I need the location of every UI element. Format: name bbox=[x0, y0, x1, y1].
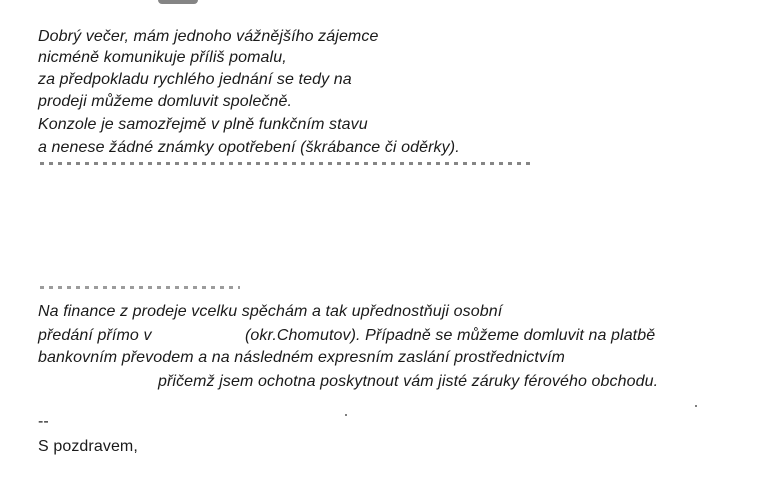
letter-line: a nenese žádné známky opotřebení (škrábance či oděrky). bbox=[38, 139, 460, 156]
letter-line: Konzole je samozřejmě v plně funkčním stavu bbox=[38, 116, 368, 133]
letter-line: za předpokladu rychlého jednání se tedy na bbox=[38, 71, 352, 88]
signature-separator: -- bbox=[38, 413, 49, 430]
letter-line: (okr.Chomutov). Případně se můžeme domluvit na platbě bbox=[245, 327, 656, 344]
cropped-text-fragment bbox=[40, 286, 240, 289]
cropped-text-fragment bbox=[158, 0, 198, 4]
cropped-text-fragment bbox=[40, 162, 530, 165]
blank-region bbox=[0, 166, 765, 284]
closing-line: S pozdravem, bbox=[38, 438, 138, 455]
scan-speck bbox=[695, 405, 697, 407]
letter-line: prodeji můžeme domluvit společně. bbox=[38, 93, 293, 110]
letter-line: Dobrý večer, mám jednoho vážnějšího zájemce bbox=[38, 28, 379, 45]
letter-line: bankovním převodem a na následném expresním zaslání prostřednictvím bbox=[38, 349, 565, 366]
letter-line: Na finance z prodeje vcelku spěchám a tak upřednostňuji osobní bbox=[38, 303, 503, 320]
letter-line: předání přímo v bbox=[38, 327, 152, 344]
letter-line: nicméně komunikuje příliš pomalu, bbox=[38, 49, 287, 66]
scan-speck bbox=[345, 414, 347, 416]
letter-line: přičemž jsem ochotna poskytnout vám jisté záruky férového obchodu. bbox=[158, 373, 659, 390]
